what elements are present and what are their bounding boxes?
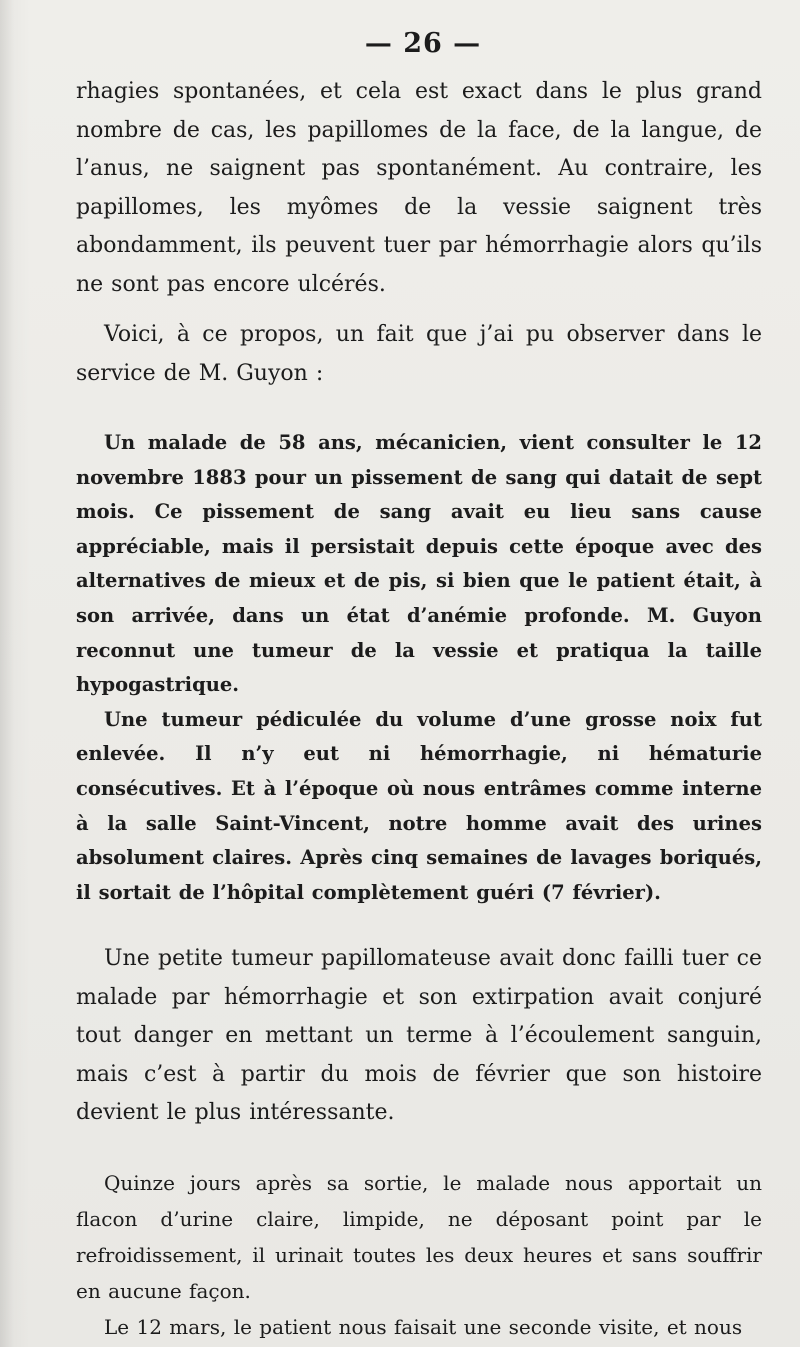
- paragraph-4: Une tumeur pédiculée du volume d’une grosse noix fut enlevée. Il n’y eut ni hémorrhagie, ni hématurie consécutives. Et à l’époque où nous entrâmes comme interne à la salle Saint-Vincent, notre homme avait des urines absolument claires. Après cinq semaines de lavages boriqués, il sortait de l’hôpital complètement guéri (7 février).: [76, 707, 762, 904]
- paragraph-3: Un malade de 58 ans, mécanicien, vient consulter le 12 novembre 1883 pour un pissement de sang qui datait de sept mois. Ce pissement de sang avait eu lieu sans cause appréciable, mais il persistait depuis cette époque avec des alternatives de mieux et de pis, si bien que le patient était, à son arrivée, dans un état d’anémie profonde. M. Guyon reconnut une tumeur de la vessie et pratiqua la taille hypogastrique.: [76, 431, 762, 697]
- paragraph-5: Une petite tumeur papillomateuse avait donc failli tuer ce malade par hémorrhagie et son extirpation avait conjuré tout danger en mettant un terme à l’écoulement sanguin, mais c’est à partir du mois de février que son histoire devient le plus intéressante.: [76, 946, 762, 1126]
- paragraph-1: rhagies spontanées, et cela est exact dans le plus grand nombre de cas, les papillomes de la face, de la langue, de l’anus, ne saignent pas spontanément. Au contraire, les papillomes, les myômes de la vessie saignent très abondamment, ils peuvent tuer par hémorrhagie alors qu’ils ne sont pas encore ulcérés.: [76, 79, 762, 297]
- paragraph-2: Voici, à ce propos, un fait que j’ai pu observer dans le service de M. Guyon :: [76, 322, 762, 386]
- paragraph-6: Quinze jours après sa sortie, le malade nous apportait un flacon d’urine claire, limpide, ne déposant point par le refroidissement, il urinait toutes les deux heures et sans souffrir en aucune façon.: [76, 1170, 762, 1303]
- page-number: — 26 —: [364, 28, 482, 59]
- paragraph-7: Le 12 mars, le patient nous faisait une seconde visite, et nous: [104, 1314, 743, 1339]
